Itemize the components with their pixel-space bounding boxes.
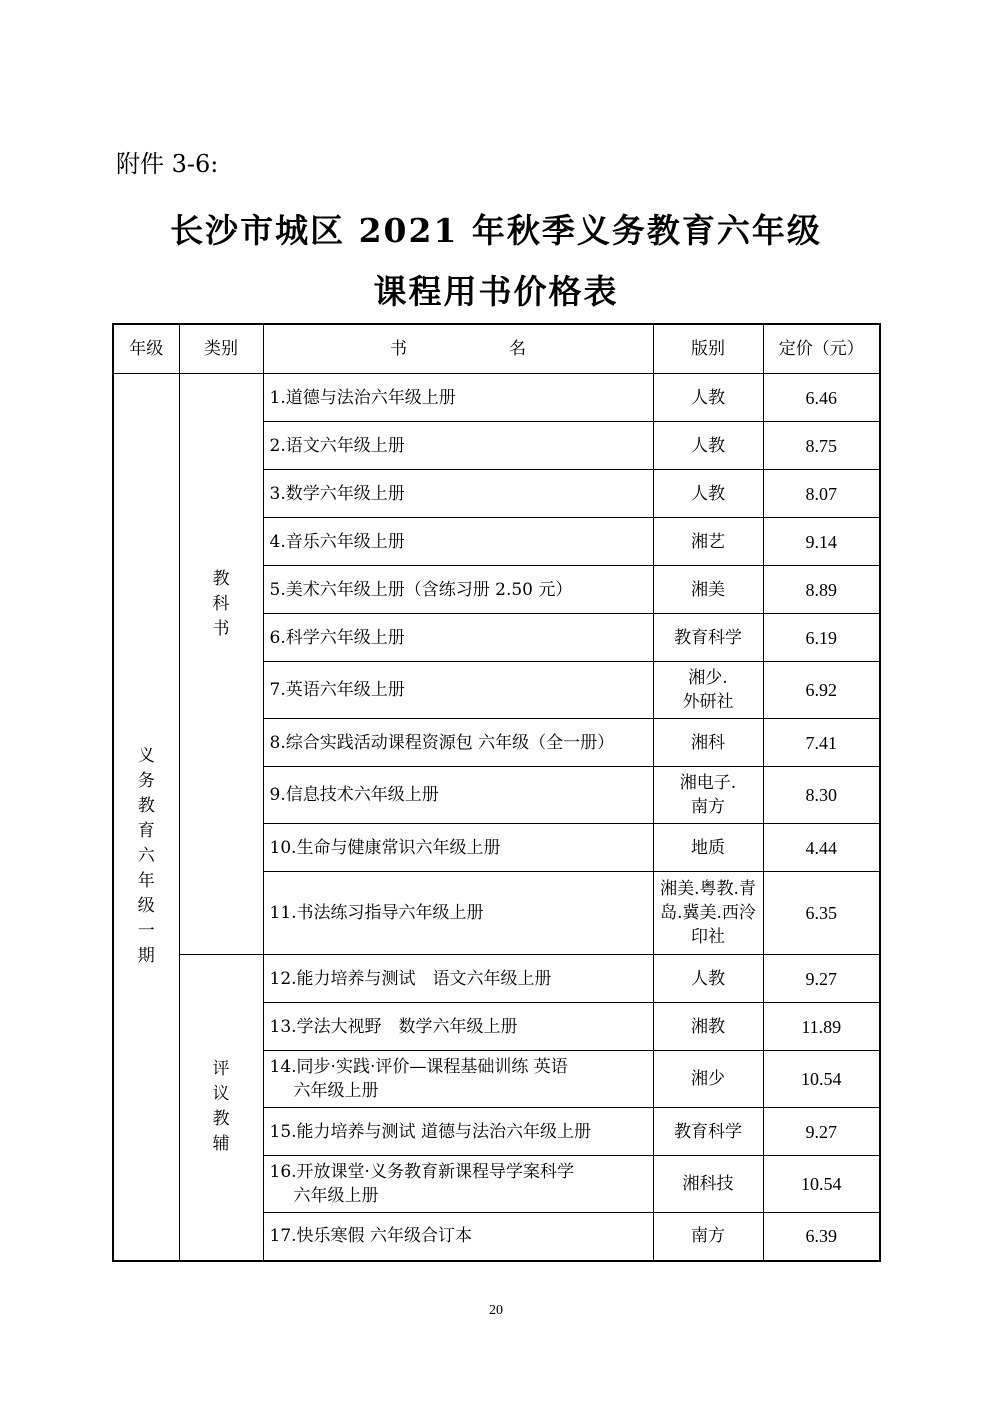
book-name: 10.生命与健康常识六年级上册 — [263, 824, 653, 872]
header-price: 定价（元） — [763, 324, 880, 374]
publisher: 地质 — [653, 824, 763, 872]
category-textbook-cell: 教科书 — [179, 374, 263, 955]
price: 9.14 — [763, 518, 880, 566]
page-title-line1: 长沙市城区 2021 年秋季义务教育六年级 — [170, 211, 822, 250]
price: 8.75 — [763, 422, 880, 470]
price: 9.27 — [763, 955, 880, 1003]
price: 7.41 — [763, 719, 880, 767]
publisher: 人教 — [653, 470, 763, 518]
price: 8.07 — [763, 470, 880, 518]
price: 6.92 — [763, 662, 880, 719]
price: 4.44 — [763, 824, 880, 872]
publisher: 湘科 — [653, 719, 763, 767]
book-name: 12.能力培养与测试 语文六年级上册 — [263, 955, 653, 1003]
price: 10.54 — [763, 1051, 880, 1108]
publisher: 湘美 — [653, 566, 763, 614]
publisher: 人教 — [653, 955, 763, 1003]
publisher: 湘教 — [653, 1003, 763, 1051]
book-name: 5.美术六年级上册（含练习册 2.50 元） — [263, 566, 653, 614]
header-book-name: 书 名 — [263, 324, 653, 374]
publisher: 湘少. 外研社 — [653, 662, 763, 719]
book-name: 4.音乐六年级上册 — [263, 518, 653, 566]
book-name: 11.书法练习指导六年级上册 — [263, 872, 653, 955]
price: 10.54 — [763, 1156, 880, 1213]
book-name: 2.语文六年级上册 — [263, 422, 653, 470]
table-row — [113, 955, 880, 1003]
publisher: 人教 — [653, 374, 763, 422]
book-name: 8.综合实践活动课程资源包 六年级（全一册） — [263, 719, 653, 767]
publisher: 湘艺 — [653, 518, 763, 566]
book-name: 6.科学六年级上册 — [263, 614, 653, 662]
book-name: 14.同步·实践·评价—课程基础训练 英语 六年级上册 — [263, 1051, 653, 1108]
category-aux-cell: 评议教辅 — [179, 955, 263, 1261]
page-number: 20 — [489, 1303, 503, 1318]
publisher: 湘电子. 南方 — [653, 767, 763, 824]
price: 6.35 — [763, 872, 880, 955]
price: 6.39 — [763, 1213, 880, 1261]
book-name: 3.数学六年级上册 — [263, 470, 653, 518]
publisher: 教育科学 — [653, 614, 763, 662]
publisher: 人教 — [653, 422, 763, 470]
publisher: 教育科学 — [653, 1108, 763, 1156]
book-name: 15.能力培养与测试 道德与法治六年级上册 — [263, 1108, 653, 1156]
attachment-label: 附件 3-6: — [116, 150, 219, 178]
book-name: 17.快乐寒假 六年级合订本 — [263, 1213, 653, 1261]
book-name: 13.学法大视野 数学六年级上册 — [263, 1003, 653, 1051]
header-category: 类别 — [179, 324, 263, 374]
book-name: 9.信息技术六年级上册 — [263, 767, 653, 824]
price: 6.46 — [763, 374, 880, 422]
price: 8.30 — [763, 767, 880, 824]
price: 11.89 — [763, 1003, 880, 1051]
table-row — [113, 374, 880, 422]
book-name: 16.开放课堂·义务教育新课程导学案科学 六年级上册 — [263, 1156, 653, 1213]
publisher: 南方 — [653, 1213, 763, 1261]
header-row — [113, 324, 880, 374]
grade-cell: 义务教育六年级一期 — [113, 374, 179, 1261]
book-name: 1.道德与法治六年级上册 — [263, 374, 653, 422]
publisher: 湘科技 — [653, 1156, 763, 1213]
price: 6.19 — [763, 614, 880, 662]
publisher: 湘美.粤教.青 岛.冀美.西泠 印社 — [653, 872, 763, 955]
header-publisher: 版别 — [653, 324, 763, 374]
header-grade: 年级 — [113, 324, 179, 374]
publisher: 湘少 — [653, 1051, 763, 1108]
book-name: 7.英语六年级上册 — [263, 662, 653, 719]
page-title-line2: 课程用书价格表 — [373, 272, 619, 311]
price: 8.89 — [763, 566, 880, 614]
price: 9.27 — [763, 1108, 880, 1156]
price-table — [112, 323, 881, 1262]
